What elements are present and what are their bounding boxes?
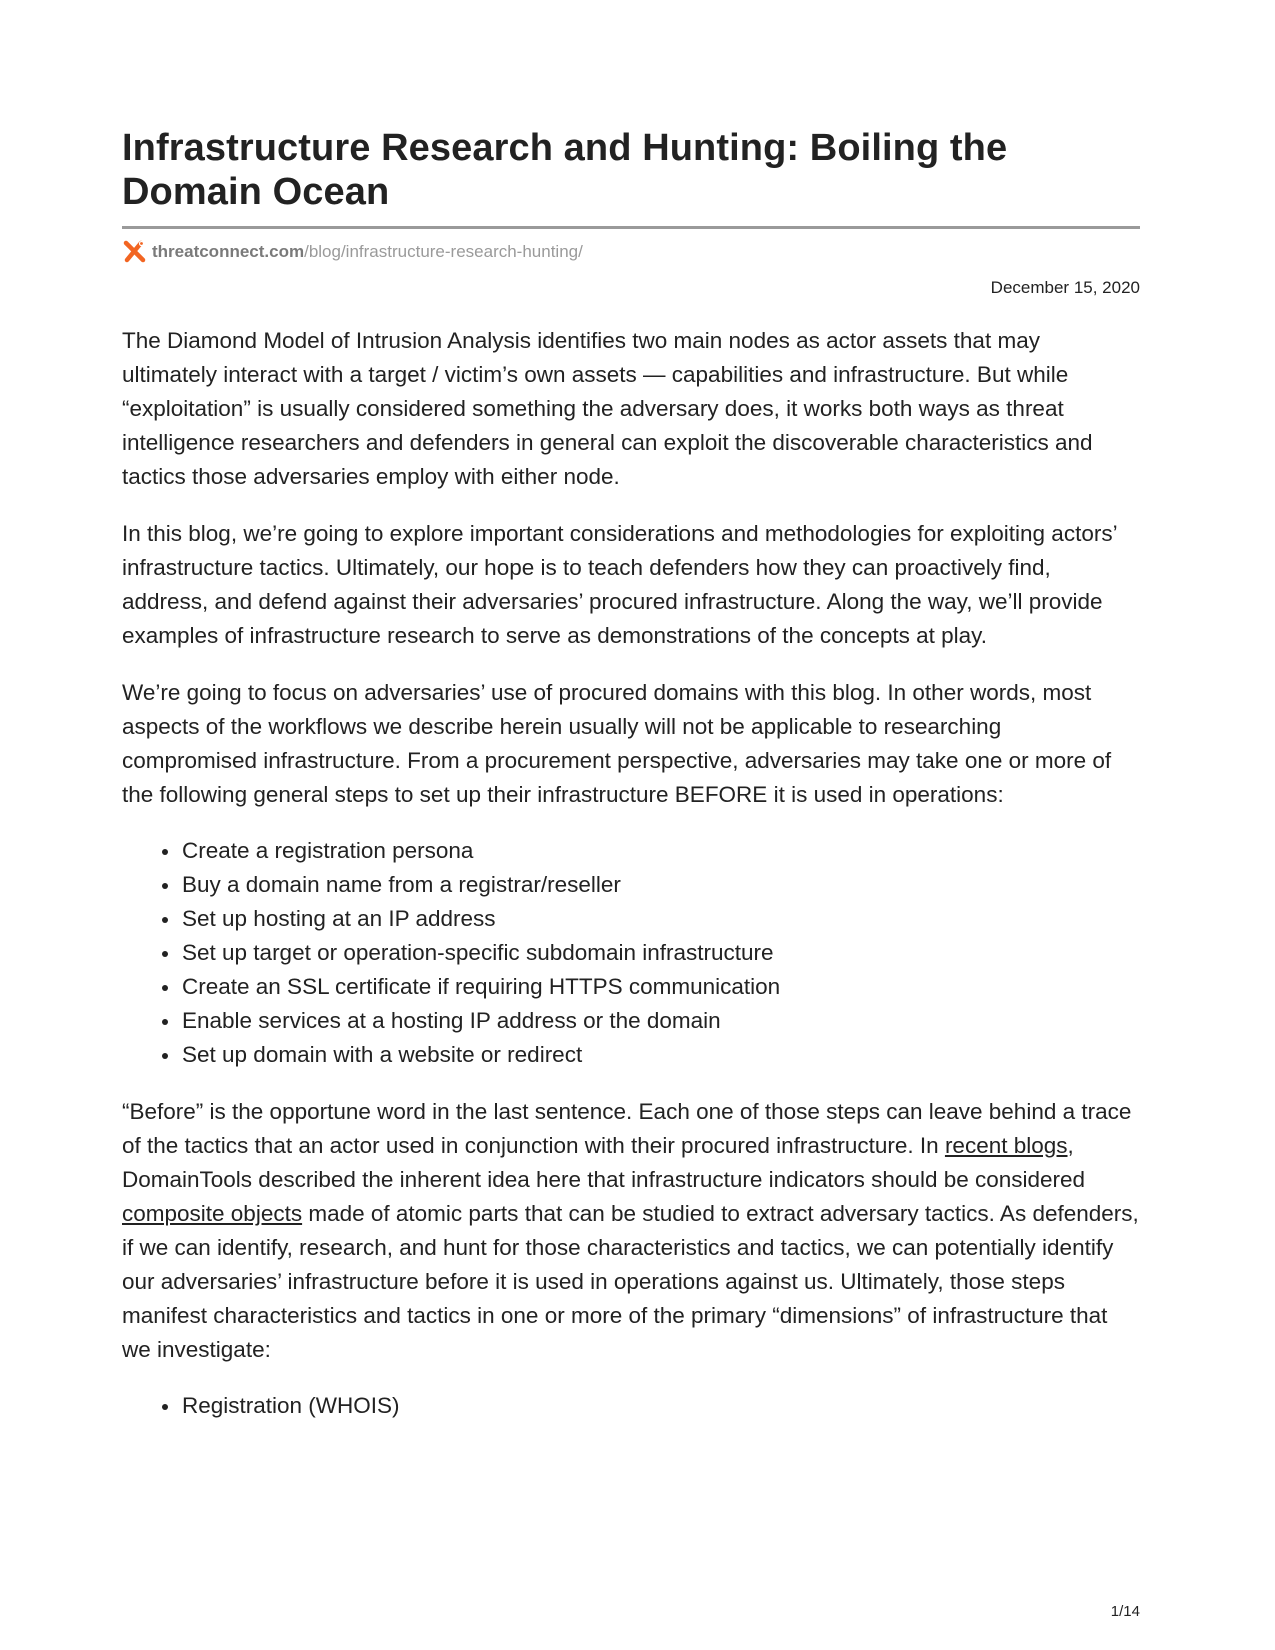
list-item: Set up hosting at an IP address — [182, 902, 1140, 936]
paragraph-3: We’re going to focus on adversaries’ use of procured domains with this blog. In other words, most aspects of the workflows we describe herein usually will not be applicable to researching compromised infrastructure. From a procurement perspective, adversaries may take one or more of the following general steps to set up their infrastructure BEFORE it is used in operations: — [122, 680, 1112, 807]
procurement-steps-list — [122, 834, 1140, 1072]
publish-date: December 15, 2020 — [990, 278, 1140, 297]
list-item: Registration (WHOIS) — [182, 1389, 1140, 1423]
source-domain: threatconnect.com — [152, 242, 305, 261]
paragraph-1: The Diamond Model of Intrusion Analysis identifies two main nodes as actor assets that may ultimately interact with a target / victim’s own assets — capabilities and infrastructure. But while “exploitation” is usually considered something the adversary does, it works both ways as threat intelligence researchers and defenders in general can exploit the discoverable characteristics and tactics those adversaries employ with either node. — [122, 328, 1093, 489]
threatconnect-logo-icon — [122, 240, 146, 264]
list-item: Buy a domain name from a registrar/reseller — [182, 868, 1140, 902]
title-divider — [122, 226, 1140, 229]
composite-objects-link[interactable]: composite objects — [122, 1201, 303, 1226]
list-item: Set up domain with a website or redirect — [182, 1038, 1140, 1072]
paragraph-2: In this blog, we’re going to explore important considerations and methodologies for exploiting actors’ infrastructure tactics. Ultimately, our hope is to teach defenders how they can proactively find, address, and defend against their adversaries’ procured infrastructure. Along the way, we’ll provide examples of infrastructure research to serve as demonstrations of the concepts at play. — [122, 521, 1117, 648]
page-number: 1/14 — [1110, 1603, 1140, 1620]
paragraph-4-text: “Before” is the opportune word in the last sentence. Each one of those steps can leave behind a trace of the tactics that an actor used in conjunction with their procured infrastructure. In — [122, 1099, 1132, 1158]
list-item: Set up target or operation-specific subdomain infrastructure — [182, 936, 1140, 970]
dimensions-list — [122, 1389, 1140, 1423]
paragraph-4-text: , DomainTools described the inherent idea here that infrastructure indicators should be considered — [122, 1133, 1086, 1192]
list-item: Create a registration persona — [182, 834, 1140, 868]
article — [122, 126, 1140, 1423]
list-item: Create an SSL certificate if requiring HTTPS communication — [182, 970, 1140, 1004]
source-path: /blog/infrastructure-research-hunting/ — [304, 242, 583, 261]
recent-blogs-link[interactable]: recent blogs — [944, 1133, 1068, 1158]
list-item: Enable services at a hosting IP address or the domain — [182, 1004, 1140, 1038]
paragraph-4-text: made of atomic parts that can be studied to extract adversary tactics. As defenders, if we can identify, research, and hunt for those characteristics and tactics, we can potentially identify our adversaries’ infrastructure before it is used in operations against us. Ultimately, those steps manifest characteristics and tactics in one or more of the primary “dimensions” of infrastructure that we investigate: — [122, 1201, 1139, 1362]
article-title: Infrastructure Research and Hunting: Boiling the Domain Ocean — [122, 127, 1008, 213]
paragraph-4 — [122, 1095, 1140, 1367]
source-line — [122, 239, 1140, 265]
